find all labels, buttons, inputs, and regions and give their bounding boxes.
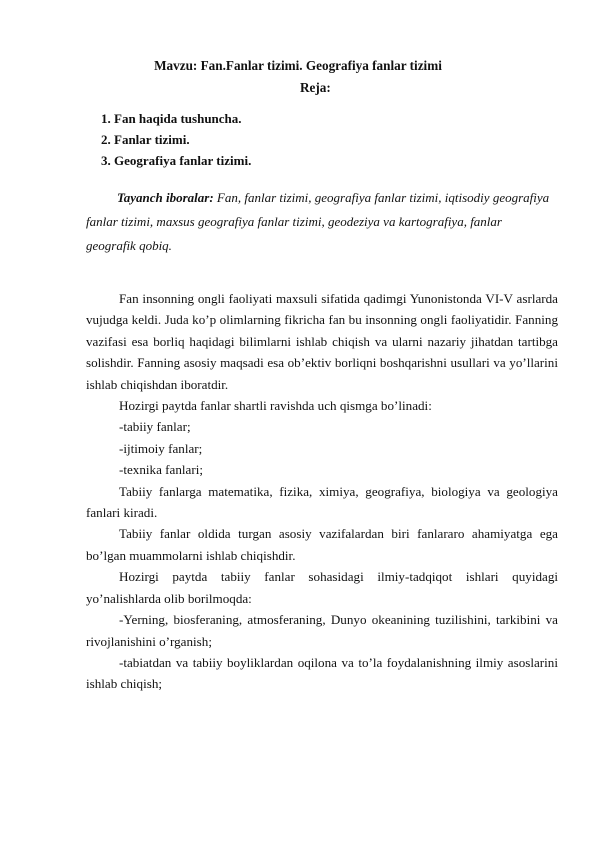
- body-text: [86, 288, 558, 695]
- plan-item: 2. Fanlar tizimi.: [101, 132, 190, 147]
- plan-item: 3. Geografiya fanlar tizimi.: [101, 153, 252, 168]
- list-item: -tabiiy fanlar;: [119, 419, 191, 435]
- paragraph: Fan insonning ongli faoliyati maxsuli sifatida qadimgi Yunonistonda VI-V asrlarda vujudga keldi. Juda ko’p olimlarning fikricha fan bu insonning ongli faoliyatidir. Fanning vazifasi esa borliq haqidagi bilimlarni ishlab chiqish va ularni nazariy jihatdan tartibga solishdir. Fanning asosiy maqsadi esa ob’ektiv borliqni boshqarishni usullari va yo’llarini ishlab chiqishdan iboratdir.: [86, 291, 558, 392]
- paragraph: Hozirgi paytda tabiiy fanlar sohasidagi ilmiy-tadqiqot ishlari quyidagi yo’nalishlarda olib borilmoqda:: [86, 569, 558, 606]
- keywords-label: Tayanch iboralar:: [117, 190, 214, 205]
- plan-heading: Reja:: [300, 80, 331, 95]
- keywords-text: Fan, fanlar tizimi, geografiya fanlar tizimi, iqtisodiy geografiya fanlar tizimi, maxsus geografiya fanlar tizimi, geodeziya va kartografiya, fanlar geografik qobiq.: [86, 190, 550, 253]
- list-item: -texnika fanlari;: [119, 462, 203, 478]
- list-item: -ijtimoiy fanlar;: [119, 440, 203, 456]
- plan-item: 1. Fan haqida tushuncha.: [101, 111, 242, 126]
- paragraph: Hozirgi paytda fanlar shartli ravishda uch qismga bo’linadi:: [119, 398, 432, 414]
- document-title: Mavzu: Fan.Fanlar tizimi. Geografiya fanlar tizimi: [154, 58, 442, 73]
- list-item: -Yerning, biosferaning, atmosferaning, Dunyo okeanining tuzilishini, tarkibini va rivojlanishini o’rganish;: [86, 612, 558, 649]
- plan-list: [101, 108, 251, 171]
- list-item: -tabiatdan va tabiiy boyliklardan oqilona va to’la foydalanishning ilmiy asoslarini ishlab chiqish;: [86, 654, 558, 692]
- paragraph: Tabiiy fanlarga matematika, fizika, ximiya, geografiya, biologiya va geologiya fanlari kiradi.: [86, 483, 558, 521]
- keywords-block: [86, 186, 554, 258]
- paragraph: Tabiiy fanlar oldida turgan asosiy vazifalardan biri fanlararo ahamiyatga ega bo’lgan muammolarni ishlab chiqishdir.: [86, 526, 558, 563]
